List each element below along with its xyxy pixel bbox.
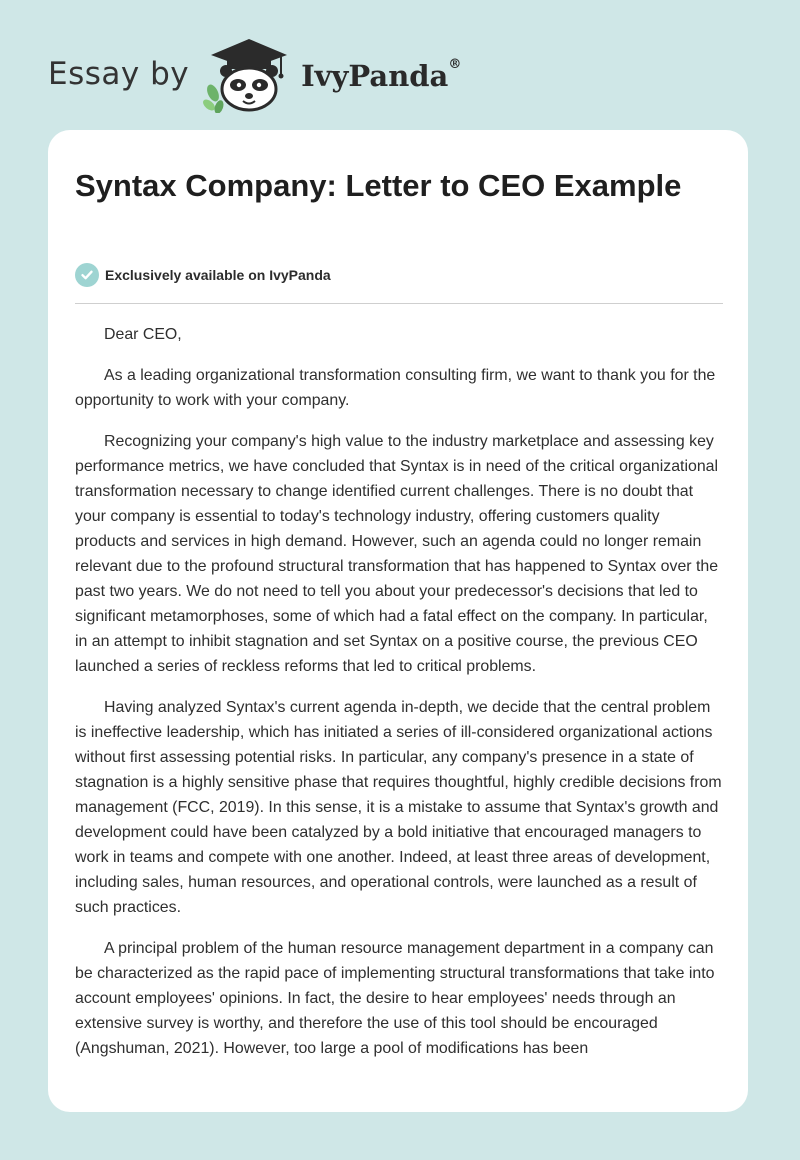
essay-by-label: Essay by bbox=[48, 56, 190, 92]
paragraph: As a leading organizational transformation consulting firm, we want to thank you for the opportunity to work with your company. bbox=[75, 367, 716, 409]
paragraph: Having analyzed Syntax's current agenda in-depth, we decide that the central problem is ineffective leadership, which has initiated a series of ill-considered organizational actions without first assessing potential risks. In particular, any company's presence in a state of stagnation is a highly sensitive phase that requires thoughtful, highly credible decisions from management (FCC, 2019). In this sense, it is a mistake to assume that Syntax's growth and development could have been catalyzed by a bold initiative that encouraged managers to work in teams and compete with one another. Indeed, at least three areas of development, including sales, human resources, and operational controls, were launched as a result of such practices. bbox=[75, 699, 722, 916]
page-title: Syntax Company: Letter to CEO Example bbox=[75, 168, 682, 203]
exclusive-label: Exclusively available on IvyPanda bbox=[105, 267, 331, 283]
article-body bbox=[75, 322, 723, 1077]
brand-name bbox=[301, 59, 461, 93]
paragraph: A principal problem of the human resource management department in a company can be characterized as the rapid pace of implementing structural transformations that take into account employees' opinions. In fact, the desire to hear employees' needs through an extensive survey is worthy, and therefore the use of this tool should be encouraged (Angshuman, 2021). However, too large a pool of modifications has been bbox=[75, 940, 715, 1057]
panda-mascot-icon bbox=[201, 35, 297, 113]
paragraph: Recognizing your company's high value to the industry marketplace and assessing key performance metrics, we have concluded that Syntax is in need of the critical organizational transformation necessary to change identified current challenges. There is no doubt that your company is essential to today's technology industry, offering customers quality products and services in high demand. However, such an agenda could no longer remain relevant due to the profound structural transformation that has happened to Syntax over the past two years. We do not need to tell you about your predecessor's decisions that led to significant metamorphoses, some of which had a fatal effect on the company. In particular, in an attempt to inhibit stagnation and set Syntax on a positive course, the previous CEO launched a series of reckless reforms that led to critical problems. bbox=[75, 433, 719, 675]
exclusive-badge bbox=[75, 263, 331, 287]
divider bbox=[75, 303, 723, 304]
check-circle-icon bbox=[75, 263, 99, 287]
ivypanda-logo[interactable] bbox=[201, 35, 461, 113]
brand-name-text: IvyPanda bbox=[301, 59, 449, 93]
site-header bbox=[48, 34, 461, 114]
paragraph: Dear CEO, bbox=[104, 326, 182, 343]
registered-mark: ® bbox=[448, 57, 462, 72]
article-card bbox=[48, 130, 748, 1112]
